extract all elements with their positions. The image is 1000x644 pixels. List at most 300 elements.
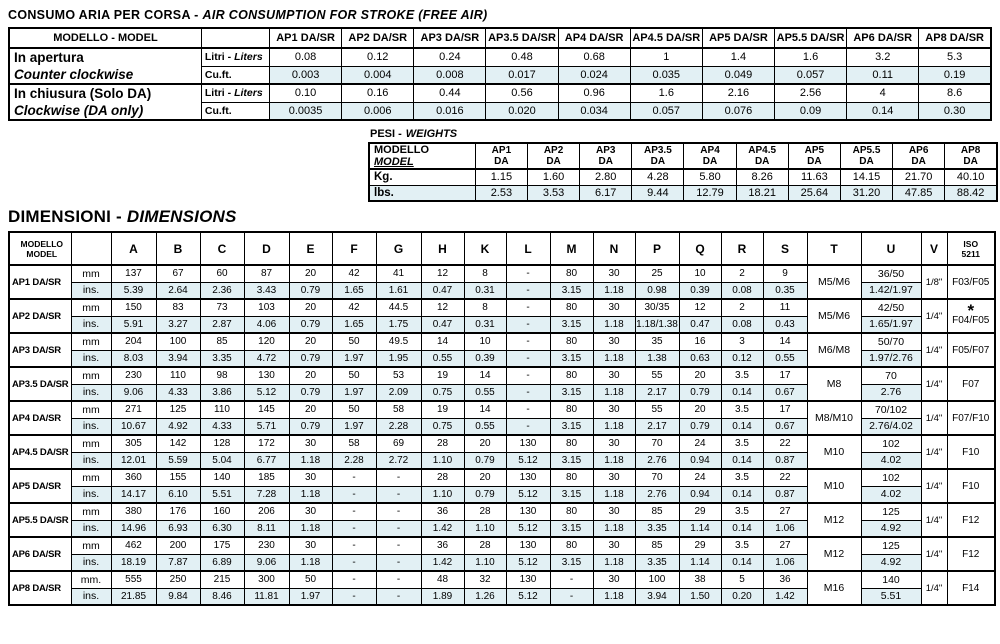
dim-mm-value: 28 (421, 435, 464, 452)
dim-ins-value: 0.87 (763, 486, 807, 503)
dim-ins-value: 0.20 (721, 588, 763, 605)
dim-mm-value: - (332, 503, 376, 520)
dim-mm-value: 17 (763, 367, 807, 384)
dim-mm-value: 3 (721, 333, 763, 350)
weights-model-name: AP3.5 (643, 145, 672, 156)
weights-lbs-value: 18.21 (736, 185, 788, 201)
dim-u-mm-value: 125 (861, 503, 921, 520)
dim-mm-value: 150 (111, 299, 156, 316)
weights-model-name: AP5 (804, 145, 825, 156)
dim-mm-value: 12 (421, 265, 464, 282)
weights-header-italian: MODELLO (374, 144, 429, 156)
dim-ins-value: 0.63 (679, 350, 721, 367)
dim-ins-value: 6.30 (200, 520, 244, 537)
dim-header-iso (947, 232, 995, 265)
iso-flange-code: F14 (962, 582, 980, 594)
dim-mm-value: 50 (332, 401, 376, 418)
dim-mm-value: 32 (464, 571, 506, 588)
dim-mm-value: 14 (464, 401, 506, 418)
dim-mm-value: - (506, 401, 550, 418)
dim-unit-mm: mm. (71, 571, 111, 588)
weights-model-type: DA (911, 156, 926, 167)
dim-header-modello: MODELLO (20, 238, 63, 249)
dim-ins-value: 8.11 (244, 520, 289, 537)
dim-ins-value: 2.28 (332, 452, 376, 469)
dim-ins-value: 1.18 (593, 282, 635, 299)
dim-v-value: 1/8" (921, 265, 947, 299)
air-cuft-value: 0.017 (486, 66, 558, 84)
dim-ins-value: 1.18 (593, 486, 635, 503)
dim-mm-value: 53 (376, 367, 421, 384)
dim-mm-value: 12 (679, 299, 721, 316)
dim-ins-value: 1.42 (421, 554, 464, 571)
dim-header-letter: R (721, 232, 763, 265)
dim-mm-value: 30 (289, 537, 332, 554)
dim-mm-value: 16 (679, 333, 721, 350)
air-liters-value: 1.6 (775, 48, 847, 66)
dim-mm-value: 41 (376, 265, 421, 282)
dim-ins-value: - (506, 282, 550, 299)
dim-model-name: AP2 DA/SR (9, 299, 71, 333)
weights-header-row (369, 143, 997, 169)
dim-mm-value: 20 (289, 401, 332, 418)
dim-ins-value: 5.12 (506, 520, 550, 537)
air-header-model-label: MODELLO - MODEL (9, 28, 201, 48)
dimensions-title-english: DIMENSIONS (126, 207, 237, 226)
dim-v-value: 1/4" (921, 537, 947, 571)
weights-lbs-value: 2.53 (475, 185, 527, 201)
weights-header-model (475, 143, 527, 169)
dim-ins-value: 1.18 (593, 384, 635, 401)
air-liters-value: 0.56 (486, 84, 558, 102)
dim-ins-value: 0.31 (464, 282, 506, 299)
air-cuft-value: 0.057 (775, 66, 847, 84)
air-liters-value: 4 (847, 84, 919, 102)
dim-ins-value: 0.47 (421, 316, 464, 333)
dim-mm-value: 100 (156, 333, 200, 350)
air-header-model: AP3 DA/SR (414, 28, 486, 48)
dim-mm-value: 80 (550, 333, 593, 350)
dim-unit-mm: mm (71, 469, 111, 486)
dim-v-value: 1/4" (921, 401, 947, 435)
dim-ins-value: 1.14 (679, 520, 721, 537)
dim-ins-value: 2.17 (635, 418, 679, 435)
weights-model-name: AP4 (700, 145, 720, 156)
dim-ins-value: 1.18 (593, 418, 635, 435)
dim-mm-value: - (376, 503, 421, 520)
dim-unit-ins: ins. (71, 452, 111, 469)
dim-ins-value: 6.10 (156, 486, 200, 503)
dim-ins-value: 1.18 (593, 520, 635, 537)
dim-ins-value: 3.35 (635, 554, 679, 571)
air-liters-value: 0.12 (342, 48, 414, 66)
dim-u-ins-value: 4.92 (861, 520, 921, 537)
dim-u-mm-value: 102 (861, 469, 921, 486)
dim-mm-value: 85 (635, 537, 679, 554)
dim-header-letter: G (376, 232, 421, 265)
dim-ins-value: 1.97 (332, 384, 376, 401)
dim-mm-value: - (332, 469, 376, 486)
dim-mm-value: 130 (506, 503, 550, 520)
dim-iso-value (947, 435, 995, 469)
dim-ins-value: 0.47 (421, 282, 464, 299)
dim-ins-value: 1.18 (593, 554, 635, 571)
weights-row-lbs (369, 185, 997, 201)
dim-mm-value: 42 (332, 265, 376, 282)
dim-mm-value: - (506, 333, 550, 350)
air-cuft-value: 0.0035 (270, 102, 342, 120)
weights-model-type: DA (859, 156, 874, 167)
dim-ins-value: 1.65 (332, 282, 376, 299)
dim-header-letter: F (332, 232, 376, 265)
dim-mm-value: 137 (111, 265, 156, 282)
dim-header-letter: B (156, 232, 200, 265)
dim-mm-value: 70 (635, 469, 679, 486)
dim-mm-value: 80 (550, 299, 593, 316)
weights-model-type: DA (598, 156, 613, 167)
dim-mm-value: 215 (200, 571, 244, 588)
dim-ins-value: 0.79 (289, 418, 332, 435)
dim-ins-value: 1.75 (376, 316, 421, 333)
dim-v-value: 1/4" (921, 333, 947, 367)
dim-u-ins-value: 2.76/4.02 (861, 418, 921, 435)
dim-mm-value: 20 (289, 265, 332, 282)
dim-header-letter: K (464, 232, 506, 265)
dim-header-letter: L (506, 232, 550, 265)
dim-header-letter: M (550, 232, 593, 265)
weights-model-type: DA (963, 156, 978, 167)
dim-mm-value: 14 (464, 367, 506, 384)
weights-title-italian: PESI - (370, 128, 402, 140)
dim-ins-value: 0.79 (464, 452, 506, 469)
dim-u-mm-value: 70/102 (861, 401, 921, 418)
dim-mm-value: 80 (550, 537, 593, 554)
air-header-model: AP5 DA/SR (702, 28, 774, 48)
weights-kg-value: 11.63 (788, 169, 840, 185)
iso-flange-code: F04/F05 (952, 315, 990, 326)
dim-t-value: M12 (807, 537, 861, 571)
air-cuft-value: 0.024 (558, 66, 630, 84)
dim-unit-ins: ins. (71, 520, 111, 537)
dim-ins-value: 5.39 (111, 282, 156, 299)
dim-ins-value: 2.76 (635, 452, 679, 469)
dim-mm-value: 14 (763, 333, 807, 350)
dim-ins-value: - (332, 554, 376, 571)
dim-mm-value: 55 (635, 367, 679, 384)
dim-ins-value: 1.18 (289, 486, 332, 503)
dim-header-letter-v: V (921, 232, 947, 265)
dim-ins-value: 9.84 (156, 588, 200, 605)
air-header-model: AP5.5 DA/SR (775, 28, 847, 48)
dim-iso-value (947, 503, 995, 537)
dim-mm-value: 20 (679, 401, 721, 418)
dim-mm-value: 142 (156, 435, 200, 452)
dim-ins-value: 5.71 (244, 418, 289, 435)
dim-mm-value: 50 (332, 367, 376, 384)
dim-row-mm (9, 265, 995, 282)
weights-model-type: DA (494, 156, 509, 167)
dim-ins-value: 0.39 (679, 282, 721, 299)
dim-row-mm (9, 333, 995, 350)
dim-mm-value: 22 (763, 435, 807, 452)
dim-ins-value: 0.14 (721, 554, 763, 571)
dim-mm-value: 58 (376, 401, 421, 418)
dim-ins-value: 0.79 (289, 282, 332, 299)
dim-mm-value: 30 (289, 435, 332, 452)
dim-ins-value: 2.28 (376, 418, 421, 435)
dim-ins-value: 0.79 (289, 384, 332, 401)
dim-t-value: M16 (807, 571, 861, 605)
unit-liters-italian: Litri - (204, 51, 235, 64)
air-liters-value: 3.2 (847, 48, 919, 66)
weights-model-name: AP3 (595, 145, 616, 156)
air-unit-liters (201, 48, 269, 66)
air-cuft-value: 0.11 (847, 66, 919, 84)
dim-ins-value: 0.79 (679, 418, 721, 435)
air-cuft-value: 0.30 (919, 102, 991, 120)
air-header-model: AP8 DA/SR (919, 28, 991, 48)
dim-unit-mm: mm (71, 299, 111, 316)
dim-ins-value: 1.97 (332, 350, 376, 367)
dim-row-mm (9, 401, 995, 418)
dim-t-value: M5/M6 (807, 265, 861, 299)
dim-ins-value: 2.64 (156, 282, 200, 299)
dim-ins-value: 1.10 (421, 486, 464, 503)
dim-t-value: M10 (807, 469, 861, 503)
dim-mm-value: 30 (593, 503, 635, 520)
dim-u-mm-value: 140 (861, 571, 921, 588)
dim-mm-value: 50 (289, 571, 332, 588)
dim-ins-value: - (506, 384, 550, 401)
dim-t-value: M12 (807, 503, 861, 537)
air-liters-value: 2.56 (775, 84, 847, 102)
dim-mm-value: 176 (156, 503, 200, 520)
dimensions-title (8, 207, 992, 227)
air-unit-cuft: Cu.ft. (201, 102, 269, 120)
dim-ins-value: 1.97 (289, 588, 332, 605)
dim-mm-value: 9 (763, 265, 807, 282)
air-cuft-value: 0.049 (702, 66, 774, 84)
dim-mm-value: 22 (763, 469, 807, 486)
weights-lbs-label: lbs. (369, 185, 475, 201)
dim-ins-value: 2.09 (376, 384, 421, 401)
weights-header-model (840, 143, 892, 169)
weights-lbs-value: 9.44 (632, 185, 684, 201)
dim-mm-value: - (506, 265, 550, 282)
dim-ins-value: 5.04 (200, 452, 244, 469)
weights-model-type: DA (754, 156, 770, 167)
dim-ins-value: 2.36 (200, 282, 244, 299)
dim-ins-value: 0.43 (763, 316, 807, 333)
dim-ins-value: 3.15 (550, 350, 593, 367)
air-liters-value: 5.3 (919, 48, 991, 66)
dim-mm-value: 3.5 (721, 401, 763, 418)
air-label-english: Counter clockwise (14, 67, 134, 82)
dim-u-ins-value: 1.42/1.97 (861, 282, 921, 299)
dim-header-letter-t: T (807, 232, 861, 265)
dim-row-mm (9, 299, 995, 316)
weights-header-model (684, 143, 736, 169)
dim-header-letter: P (635, 232, 679, 265)
dim-ins-value: 1.38 (635, 350, 679, 367)
dim-ins-value: - (506, 350, 550, 367)
dim-mm-value: 24 (679, 469, 721, 486)
dim-mm-value: 36 (421, 537, 464, 554)
air-header-unit-spacer (201, 28, 269, 48)
dim-ins-value: 0.14 (721, 520, 763, 537)
iso-flange-code: F05/F07 (952, 344, 990, 356)
dim-mm-value: 155 (156, 469, 200, 486)
dim-unit-ins: ins. (71, 588, 111, 605)
dim-mm-value: 98 (200, 367, 244, 384)
unit-liters-italian: Litri - (204, 87, 235, 100)
weights-lbs-value: 6.17 (580, 185, 632, 201)
dim-mm-value: 360 (111, 469, 156, 486)
dim-mm-value: - (506, 299, 550, 316)
iso-flange-code: F07/F10 (952, 412, 990, 424)
dim-mm-value: 204 (111, 333, 156, 350)
dim-ins-value: 0.14 (721, 384, 763, 401)
weights-header-model (788, 143, 840, 169)
dim-ins-value: 0.35 (763, 282, 807, 299)
dim-ins-value: 1.06 (763, 520, 807, 537)
dim-ins-value: 3.94 (156, 350, 200, 367)
dim-mm-value: 17 (763, 401, 807, 418)
weights-header-model (527, 143, 579, 169)
dim-ins-value: 3.27 (156, 316, 200, 333)
dim-mm-value: 130 (506, 571, 550, 588)
dim-ins-value: 1.42 (763, 588, 807, 605)
dim-ins-value: 1.50 (679, 588, 721, 605)
dim-v-value: 1/4" (921, 435, 947, 469)
dim-u-mm-value: 50/70 (861, 333, 921, 350)
dim-mm-value: 14 (421, 333, 464, 350)
dim-ins-value: 0.14 (721, 418, 763, 435)
dim-model-name: AP8 DA/SR (9, 571, 71, 605)
dim-ins-value: 3.15 (550, 486, 593, 503)
dim-ins-value: - (332, 588, 376, 605)
dim-header-letter: S (763, 232, 807, 265)
dim-mm-value: 80 (550, 367, 593, 384)
dim-mm-value: 80 (550, 435, 593, 452)
dim-mm-value: 60 (200, 265, 244, 282)
weights-model-name: AP6 (908, 145, 929, 156)
dim-mm-value: 128 (200, 435, 244, 452)
dim-mm-value: 85 (200, 333, 244, 350)
dim-ins-value: 1.95 (376, 350, 421, 367)
dim-ins-value: - (376, 554, 421, 571)
dim-ins-value: 1.10 (464, 520, 506, 537)
dim-u-ins-value: 2.76 (861, 384, 921, 401)
dim-ins-value: 1.18 (593, 452, 635, 469)
dim-u-ins-value: 5.51 (861, 588, 921, 605)
dim-ins-value: 4.33 (200, 418, 244, 435)
dim-mm-value: 69 (376, 435, 421, 452)
dim-mm-value: 19 (421, 367, 464, 384)
weights-lbs-value: 3.53 (527, 185, 579, 201)
dimensions-table (8, 231, 996, 606)
dim-ins-value: 0.67 (763, 384, 807, 401)
dim-ins-value: 0.14 (721, 452, 763, 469)
dim-mm-value: - (376, 537, 421, 554)
dim-header-iso-line2: 5211 (961, 248, 980, 259)
weights-title-english: WEIGHTS (405, 128, 458, 140)
dim-ins-value: 0.55 (464, 384, 506, 401)
weights-model-name: AP5.5 (852, 145, 881, 156)
dim-ins-value: 0.31 (464, 316, 506, 333)
dim-mm-value: 30 (289, 503, 332, 520)
air-liters-value: 0.68 (558, 48, 630, 66)
dim-mm-value: 30 (289, 469, 332, 486)
dim-header-letter: D (244, 232, 289, 265)
weights-lbs-value: 88.42 (945, 185, 997, 201)
dim-iso-value (947, 333, 995, 367)
dim-u-ins-value: 1.65/1.97 (861, 316, 921, 333)
air-cuft-value: 0.020 (486, 102, 558, 120)
weights-model-type: DA (546, 156, 561, 167)
air-header-model: AP3.5 DA/SR (486, 28, 558, 48)
dim-mm-value: 110 (200, 401, 244, 418)
dim-mm-value: 130 (506, 435, 550, 452)
dim-ins-value: 0.75 (421, 418, 464, 435)
dim-mm-value: 80 (550, 503, 593, 520)
air-cuft-value: 0.19 (919, 66, 991, 84)
dim-v-value: 1/4" (921, 367, 947, 401)
dim-ins-value: 0.75 (421, 384, 464, 401)
dim-ins-value: 1.65 (332, 316, 376, 333)
dim-iso-value (947, 401, 995, 435)
air-cuft-value: 0.035 (630, 66, 702, 84)
dim-ins-value: 5.12 (506, 452, 550, 469)
dim-ins-value: 1.61 (376, 282, 421, 299)
dim-ins-value: - (506, 418, 550, 435)
dim-ins-value: 1.18 (289, 452, 332, 469)
dim-ins-value: 3.43 (244, 282, 289, 299)
dim-ins-value: 0.67 (763, 418, 807, 435)
dim-ins-value: 1.14 (679, 554, 721, 571)
dim-mm-value: 27 (763, 537, 807, 554)
air-cuft-value: 0.004 (342, 66, 414, 84)
dim-mm-value: 20 (289, 367, 332, 384)
dim-mm-value: 30 (593, 469, 635, 486)
dim-ins-value: 0.87 (763, 452, 807, 469)
dim-mm-value: 80 (550, 401, 593, 418)
dim-ins-value: 5.91 (111, 316, 156, 333)
dim-mm-value: 110 (156, 367, 200, 384)
weights-header-model-label (369, 143, 475, 169)
dim-ins-value: 2.17 (635, 384, 679, 401)
dim-u-ins-value: 1.97/2.76 (861, 350, 921, 367)
iso-flange-code: F12 (962, 548, 980, 560)
dim-ins-value: 1.18 (289, 554, 332, 571)
dim-ins-value: 3.35 (635, 520, 679, 537)
weights-model-name: AP4.5 (748, 145, 777, 156)
dim-header-letter: H (421, 232, 464, 265)
dim-unit-mm: mm (71, 537, 111, 554)
dim-ins-value: 0.08 (721, 316, 763, 333)
air-block-label (9, 48, 201, 84)
weights-model-name: AP8 (960, 145, 981, 156)
dim-ins-value: 1.18 (593, 350, 635, 367)
air-label-english: Clockwise (DA only) (14, 103, 144, 118)
dim-mm-value: 555 (111, 571, 156, 588)
dim-mm-value: 28 (421, 469, 464, 486)
dim-v-value: 1/4" (921, 469, 947, 503)
dim-mm-value: 230 (111, 367, 156, 384)
weights-header-model (893, 143, 945, 169)
dim-mm-value: 3.5 (721, 537, 763, 554)
air-row-liters (9, 84, 991, 102)
